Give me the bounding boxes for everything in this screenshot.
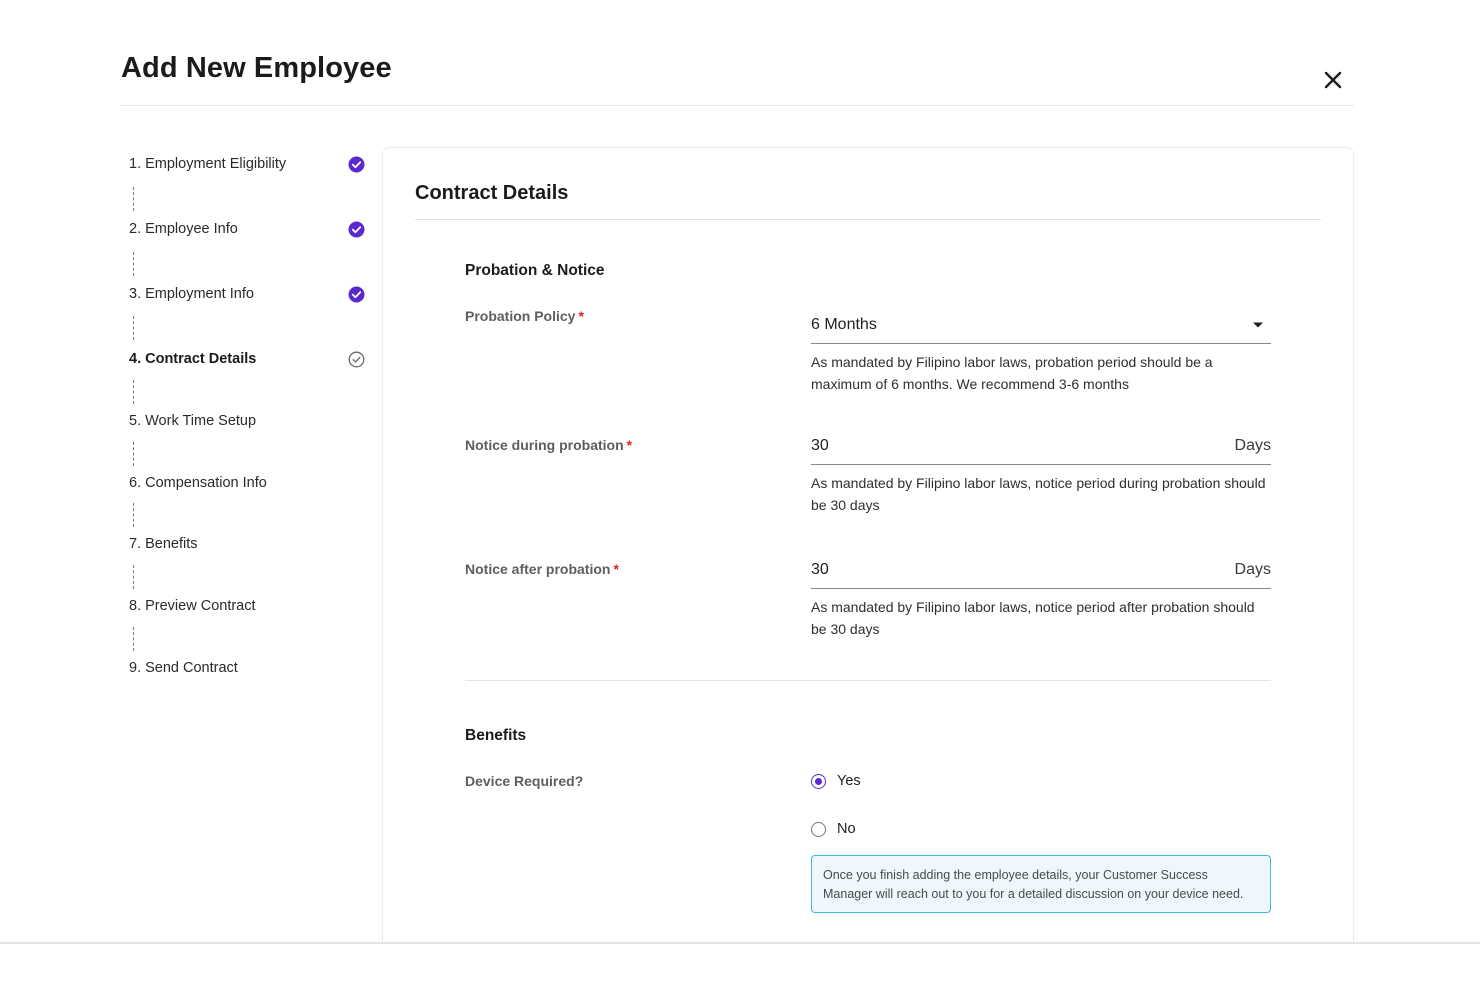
step-contract-details[interactable]: [129, 347, 369, 371]
step-label: 4. Contract Details: [129, 351, 257, 367]
radio-checked-icon: [811, 774, 826, 789]
radio-label-yes: Yes: [837, 773, 861, 789]
radio-label-no: No: [837, 821, 856, 837]
step-work-time-setup[interactable]: [129, 409, 369, 433]
notice-during-input[interactable]: [811, 428, 1271, 465]
probation-policy-helper: As mandated by Filipino labor laws, probation period should be a maximum of 6 months. We recommend 3-6 months: [811, 354, 1213, 392]
close-button[interactable]: [1319, 66, 1347, 94]
probation-policy-value: 6 Months: [811, 316, 877, 333]
step-connector: [133, 380, 134, 404]
required-marker: *: [626, 437, 633, 453]
step-connector: [133, 565, 134, 589]
step-label: 9. Send Contract: [129, 660, 238, 676]
days-suffix: Days: [1234, 437, 1271, 454]
header-divider: [121, 105, 1354, 106]
step-benefits[interactable]: [129, 532, 369, 556]
step-label: 6. Compensation Info: [129, 475, 267, 491]
probation-policy-field: [811, 307, 1271, 395]
probation-policy-label: Probation Policy *: [465, 308, 584, 324]
bottom-area: [0, 944, 1480, 987]
step-employee-info[interactable]: [129, 217, 369, 241]
days-suffix: Days: [1234, 561, 1271, 578]
step-label: 3. Employment Info: [129, 286, 254, 302]
notice-during-field: [811, 428, 1271, 516]
step-label: 8. Preview Contract: [129, 598, 256, 614]
probation-policy-select[interactable]: [811, 307, 1271, 344]
section-title-benefits: Benefits: [465, 727, 527, 744]
step-compensation-info[interactable]: [129, 471, 369, 495]
section-divider: [465, 680, 1271, 681]
notice-after-field: [811, 552, 1271, 640]
card-title: Contract Details: [415, 182, 569, 204]
close-icon: [1324, 71, 1342, 89]
section-title-probation: Probation & Notice: [465, 262, 605, 279]
device-required-label: Device Required?: [465, 773, 584, 789]
step-send-contract[interactable]: [129, 656, 369, 680]
step-preview-contract[interactable]: [129, 594, 369, 618]
step-label: 2. Employee Info: [129, 221, 238, 237]
radio-unchecked-icon: [811, 822, 826, 837]
step-connector: [133, 627, 134, 651]
step-connector: [133, 442, 134, 466]
device-info-notice: Once you finish adding the employee details, your Customer Success Manager will reach out to you for a detailed discussion on your device need.: [811, 855, 1271, 913]
notice-after-label: Notice after probation *: [465, 561, 619, 577]
step-connector: [133, 316, 134, 340]
notice-after-input[interactable]: [811, 552, 1271, 589]
step-label: 7. Benefits: [129, 536, 198, 552]
modal-title: Add New Employee: [121, 52, 392, 84]
step-label: 5. Work Time Setup: [129, 413, 257, 429]
notice-during-helper: As mandated by Filipino labor laws, notice period during probation should be 30 days: [811, 475, 1266, 513]
notice-during-value: 30: [811, 437, 829, 454]
step-connector: [133, 187, 134, 211]
required-marker: *: [613, 561, 619, 577]
check-circle-icon: [347, 220, 365, 238]
notice-after-helper: As mandated by Filipino labor laws, notice period after probation should be 30 days: [811, 599, 1255, 637]
step-employment-eligibility[interactable]: [129, 152, 369, 176]
step-label: 1. Employment Eligibility: [129, 156, 287, 172]
contract-details-card: [382, 147, 1354, 987]
check-outline-icon: [347, 350, 365, 368]
step-connector: [133, 252, 134, 276]
caret-down-icon: [1252, 321, 1264, 329]
notice-after-value: 30: [811, 561, 829, 578]
check-circle-icon: [347, 155, 365, 173]
card-divider: [415, 219, 1321, 220]
radio-option-yes[interactable]: [811, 773, 861, 789]
radio-option-no[interactable]: [811, 821, 856, 837]
notice-during-label: Notice during probation *: [465, 437, 633, 453]
required-marker: *: [578, 308, 584, 324]
step-employment-info[interactable]: [129, 282, 369, 306]
check-circle-icon: [347, 285, 365, 303]
step-connector: [133, 503, 134, 527]
